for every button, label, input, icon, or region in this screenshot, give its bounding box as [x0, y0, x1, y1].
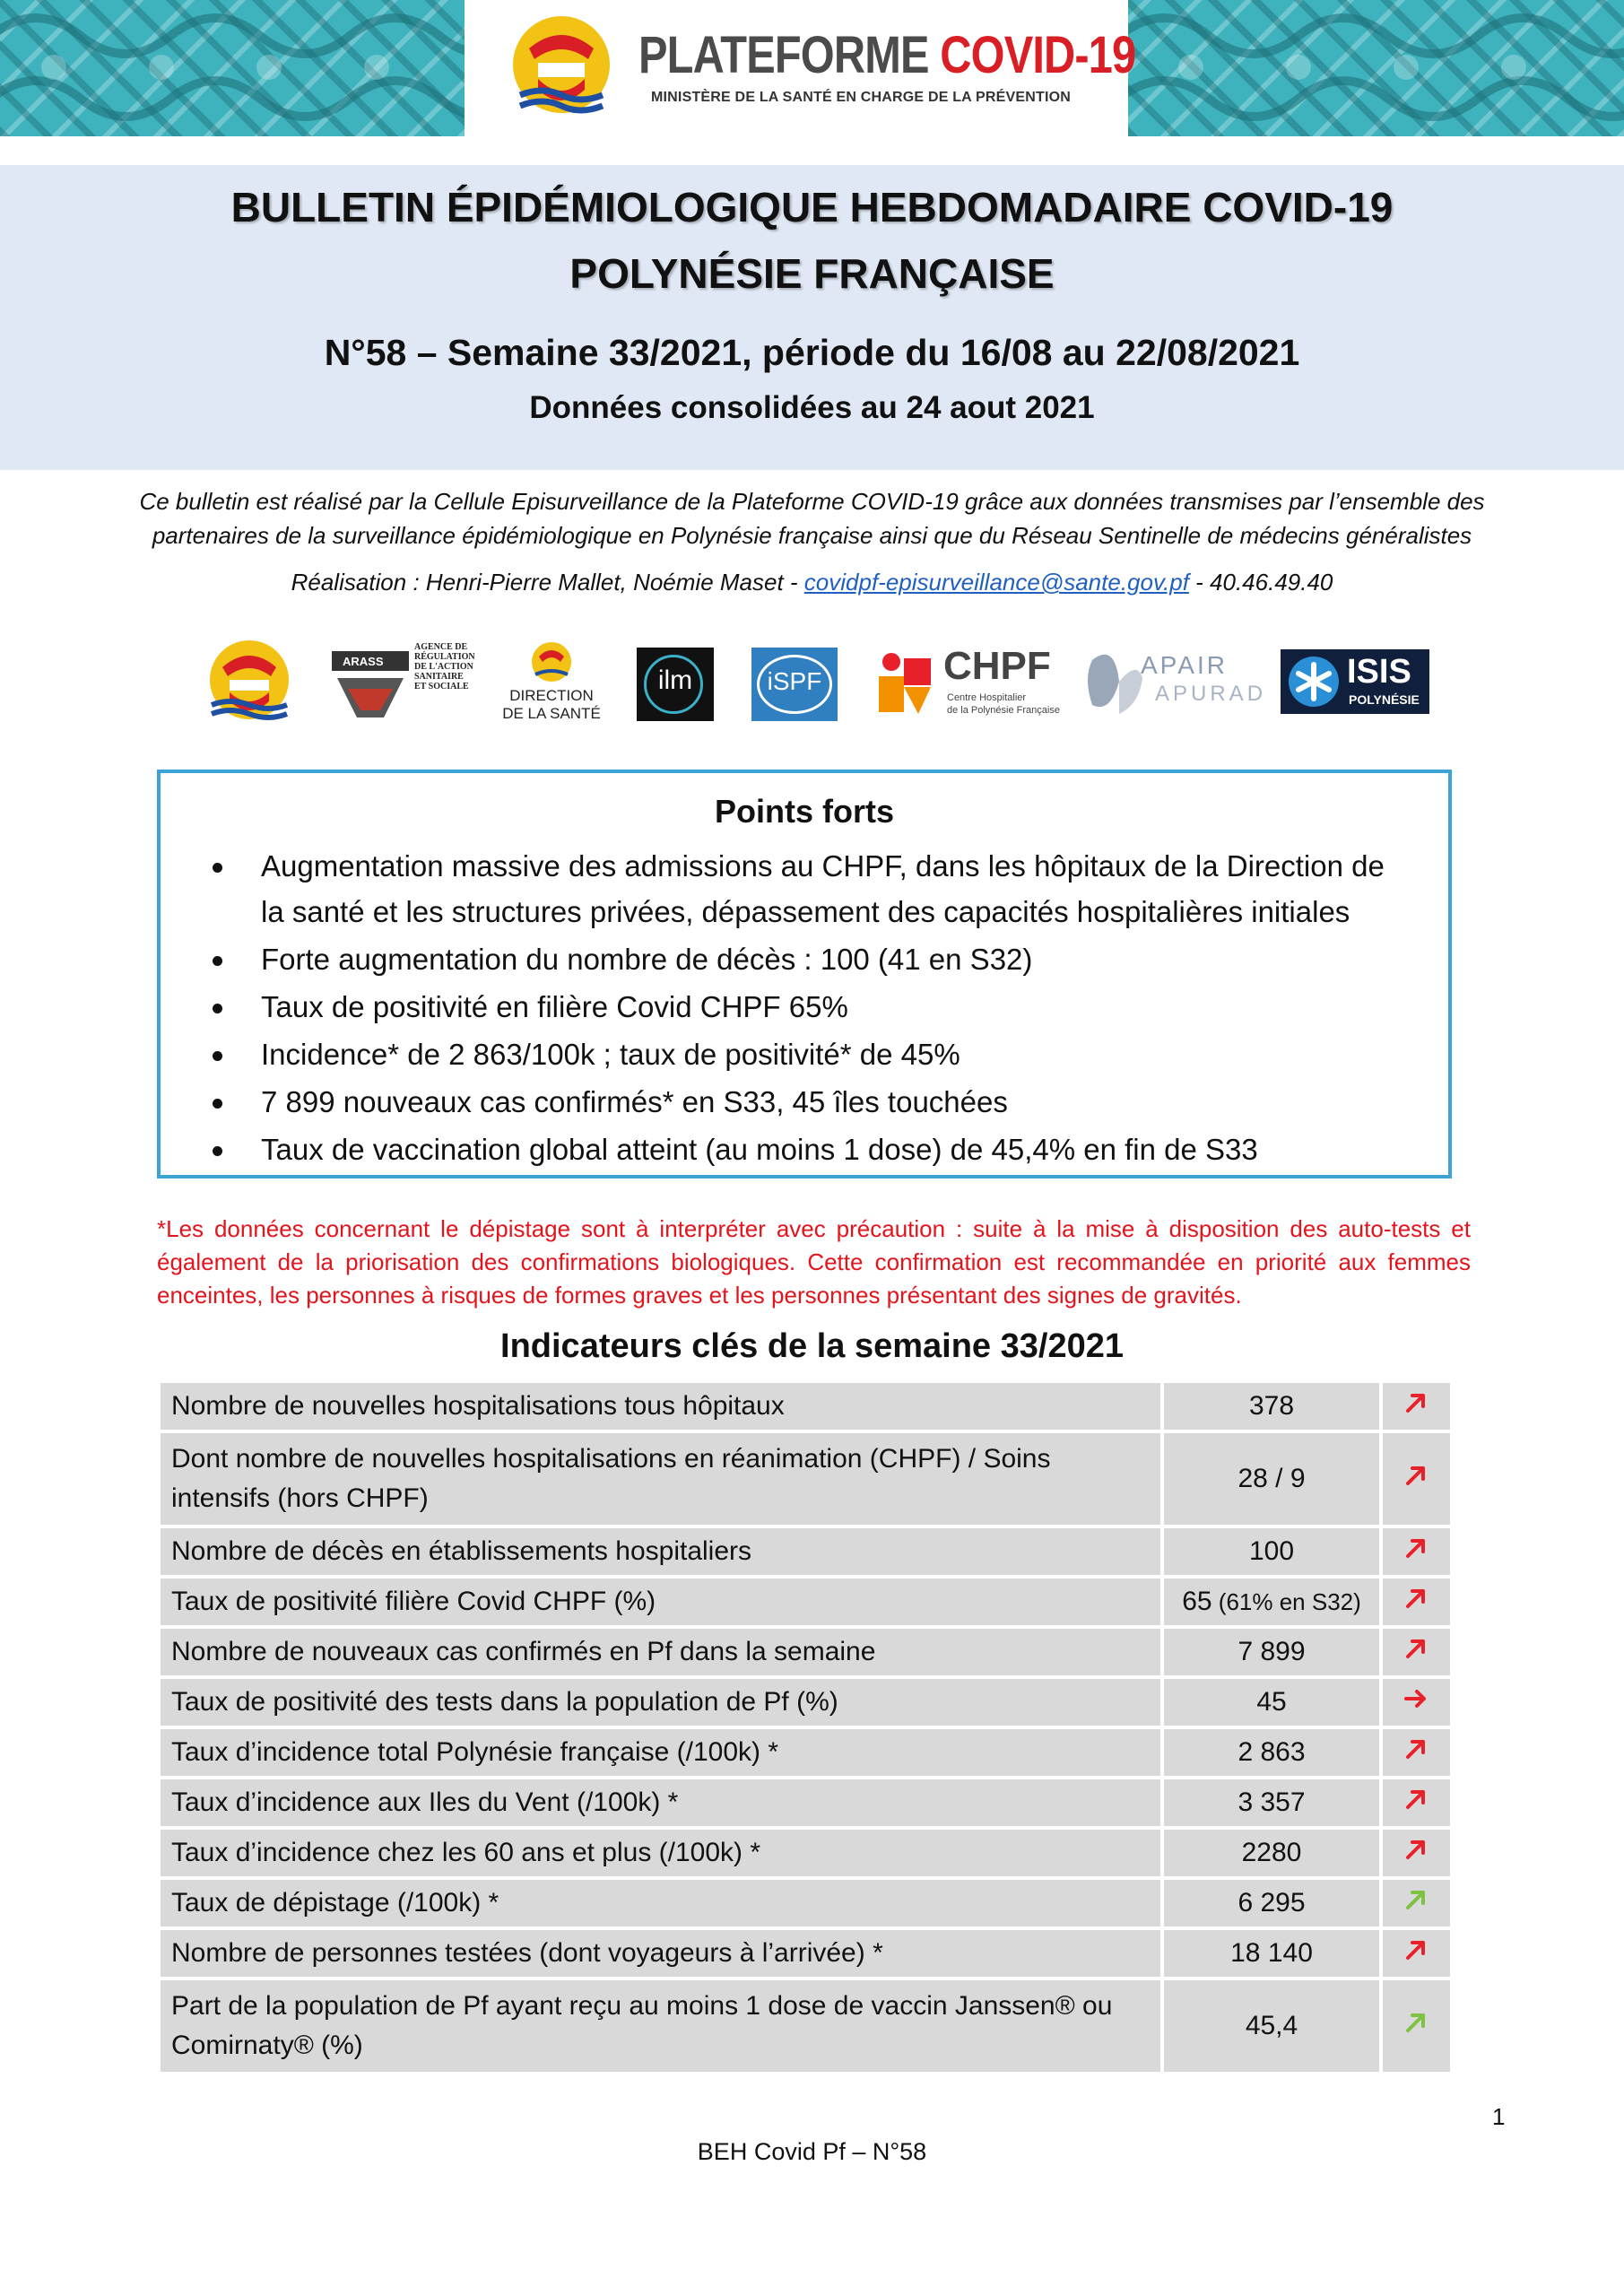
header-banner [0, 0, 1624, 136]
indicators-title: Indicateurs clés de la semaine 33/2021 [500, 1327, 1124, 1365]
table-row [159, 1677, 1452, 1727]
indicator-label: Dont nombre de nouvelles hospitalisations en réanimation (CHPF) / Soins intensifs (hors CHPF) [159, 1431, 1162, 1526]
list-item: 7 899 nouveaux cas confirmés* en S33, 45 îles touchées [204, 1079, 1405, 1125]
list-item: Taux de positivité en filière Covid CHPF 65% [204, 984, 1405, 1030]
arrow-right-icon [1381, 1677, 1452, 1727]
indicator-value: 2 863 [1162, 1727, 1381, 1778]
arrow-up-right-icon [1381, 1828, 1452, 1878]
arrow-up-right-icon [1381, 1979, 1452, 2074]
ministry-subtitle: MINISTÈRE DE LA SANTÉ EN CHARGE DE LA PRÉVENTION [651, 90, 1072, 105]
indicator-value: 378 [1162, 1381, 1381, 1431]
bulletin-region: POLYNÉSIE FRANÇAISE [569, 250, 1055, 297]
indicator-value: 6 295 [1162, 1878, 1381, 1928]
arass-logo: ARASS AGENCE DE RÉGULATION DE L'ACTION SANITAIRE ET SOCIALE [330, 642, 475, 725]
arrow-up-right-icon [1381, 1577, 1452, 1627]
table-row [159, 1577, 1452, 1627]
screening-warning-note: *Les données concernant le dépistage sont à interpréter avec précaution : suite à la mise à disposition des auto-tests et également de la priorisation des confirmations biologiques. Cette confirmation est recommandée en priorité aux femmes enceintes, les personnes à risques de formes graves et les personnes présentant des signes de gravités. [157, 1215, 1471, 1309]
polynesia-emblem-icon [502, 13, 621, 120]
indicator-label: Taux d’incidence chez les 60 ans et plus (/100k) * [159, 1828, 1162, 1878]
indicator-label: Part de la population de Pf ayant reçu au moins 1 dose de vaccin Janssen® ou Comirnaty® (%) [159, 1979, 1162, 2074]
table-row [159, 1526, 1452, 1577]
indicators-table [157, 1379, 1454, 2075]
list-item: Taux de vaccination global atteint (au moins 1 dose) de 45,4% en fin de S33 [204, 1126, 1405, 1172]
credits-line: Réalisation : Henri-Pierre Mallet, Noémie Maset - covidpf-episurveillance@sante.gov.pf - 40.46.49.40 [291, 569, 1333, 596]
points-forts-box [157, 770, 1452, 1178]
polynesia-government-logo [199, 639, 300, 725]
arrow-up-right-icon [1381, 1778, 1452, 1828]
arrow-up-right-icon [1381, 1878, 1452, 1928]
intro-paragraph: Ce bulletin est réalisé par la Cellule Episurveillance de la Plateforme COVID-19 grâce aux données transmises par l’ensemble des partenaires de la surveillance épidémiologique en Polynésie française ainsi que du Réseau Sentinelle de médecins généralistes [139, 488, 1485, 549]
table-row [159, 1979, 1452, 2074]
arrow-up-right-icon [1381, 1727, 1452, 1778]
indicator-value: 2280 [1162, 1828, 1381, 1878]
list-item: Forte augmentation du nombre de décès : 100 (41 en S32) [204, 936, 1405, 982]
table-row [159, 1627, 1452, 1677]
indicator-label: Taux de positivité des tests dans la population de Pf (%) [159, 1677, 1162, 1727]
indicator-label: Nombre de nouvelles hospitalisations tous hôpitaux [159, 1381, 1162, 1431]
bulletin-consolidation-date: Données consolidées au 24 aout 2021 [529, 390, 1095, 425]
table-row [159, 1928, 1452, 1979]
indicator-label: Taux de positivité filière Covid CHPF (%) [159, 1577, 1162, 1627]
indicator-previous-value: (61% en S32) [1211, 1588, 1361, 1615]
decorative-pattern-right [1128, 0, 1624, 136]
table-row [159, 1878, 1452, 1928]
points-forts-title: Points forts [714, 793, 894, 830]
indicator-label: Taux d’incidence aux Iles du Vent (/100k) * [159, 1778, 1162, 1828]
chpf-logo: CHPF Centre Hospitalier de la Polynésie Française [873, 644, 1060, 725]
indicator-value: 45,4 [1162, 1979, 1381, 2074]
table-row [159, 1727, 1452, 1778]
points-forts-list [204, 843, 1405, 1174]
ilm-logo: ilm [637, 648, 714, 721]
decorative-pattern-left [0, 0, 465, 136]
direction-sante-logo: DIRECTION DE LA SANTÉ [499, 640, 604, 723]
arrow-up-right-icon [1381, 1627, 1452, 1677]
table-row [159, 1778, 1452, 1828]
indicator-label: Nombre de nouveaux cas confirmés en Pf dans la semaine [159, 1627, 1162, 1677]
ispf-logo: iSPF [751, 648, 838, 721]
list-item: Incidence* de 2 863/100k ; taux de positivité* de 45% [204, 1031, 1405, 1077]
isis-logo: ISIS POLYNÉSIE [1281, 649, 1429, 714]
table-row [159, 1828, 1452, 1878]
indicator-label: Nombre de décès en établissements hospitaliers [159, 1526, 1162, 1577]
indicator-value: 7 899 [1162, 1627, 1381, 1677]
page-number: 1 [1492, 2103, 1506, 2130]
bulletin-title: BULLETIN ÉPIDÉMIOLOGIQUE HEBDOMADAIRE COVID-19 [230, 184, 1394, 230]
table-row [159, 1431, 1452, 1526]
platform-title: PLATEFORME COVID-19 [638, 26, 1136, 84]
indicator-label: Nombre de personnes testées (dont voyageurs à l’arrivée) * [159, 1928, 1162, 1979]
indicator-value: 18 140 [1162, 1928, 1381, 1979]
apair-apurad-logo: APAIR APURAD [1083, 642, 1263, 725]
arrow-up-right-icon [1381, 1381, 1452, 1431]
bulletin-period: N°58 – Semaine 33/2021, période du 16/08 au 22/08/2021 [324, 332, 1300, 373]
indicator-label: Taux d’incidence total Polynésie française (/100k) * [159, 1727, 1162, 1778]
table-row [159, 1381, 1452, 1431]
indicator-label: Taux de dépistage (/100k) * [159, 1878, 1162, 1928]
arrow-up-right-icon [1381, 1431, 1452, 1526]
indicator-value: 3 357 [1162, 1778, 1381, 1828]
contact-email-link[interactable]: covidpf-episurveillance@sante.gov.pf [803, 569, 1189, 596]
arrow-up-right-icon [1381, 1928, 1452, 1979]
arrow-up-right-icon [1381, 1526, 1452, 1577]
indicator-value: 45 [1162, 1677, 1381, 1727]
list-item: Augmentation massive des admissions au CHPF, dans les hôpitaux de la Direction de la santé et les structures privées, dépassement des capacités hospitalières initiales [204, 843, 1405, 935]
footer-text: BEH Covid Pf – N°58 [697, 2138, 927, 2165]
indicator-value: 100 [1162, 1526, 1381, 1577]
indicator-value: 28 / 9 [1162, 1431, 1381, 1526]
indicator-value: 65 (61% en S32) [1162, 1577, 1381, 1627]
